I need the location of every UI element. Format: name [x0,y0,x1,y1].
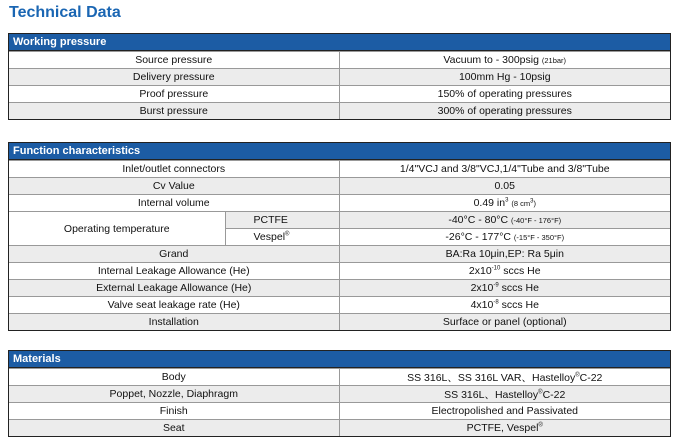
table-row [9,103,670,120]
row-label: Grand [9,246,339,263]
page-title: Technical Data [9,4,121,21]
row-value: $2x10^{-10}$ sccs He [339,263,670,280]
function-characteristics-header: Function characteristics [9,143,670,160]
table-row [9,212,670,229]
row-label: Delivery pressure [9,69,339,86]
row-label: Cv Value [9,178,339,195]
row-label: Proof pressure [9,86,339,103]
table-row [9,178,670,195]
row-value: Surface or panel (optional) [339,314,670,331]
table-row [9,161,670,178]
row-label: Installation [9,314,339,331]
row-value: Vacuum to - 300psig (21bar) [339,52,670,69]
row-value: 1/4"VCJ and 3/8"VCJ,1/4"Tube and 3/8"Tube [339,161,670,178]
row-label: Finish [9,403,339,420]
table-row [9,52,670,69]
table-row [9,246,670,263]
table-row [9,86,670,103]
table-row [9,280,670,297]
row-value: 100mm Hg - 10psig [339,69,670,86]
row-value: SS 316L、Hastelloy®C-22 [339,386,670,403]
row-value: 0.49 $in^3$ (8 $cm^3$) [339,195,670,212]
row-value: BA:Ra 10μin,EP: Ra 5μin [339,246,670,263]
row-label: Poppet, Nozzle, Diaphragm [9,386,339,403]
row-label: Valve seat leakage rate (He) [9,297,339,314]
table-row [9,263,670,280]
row-value: -40°C - 80°C (-40°F - 176°F) [339,212,670,229]
row-value: PCTFE, Vespel® [339,420,670,437]
row-value: $2x10^{-9}$ sccs He [339,280,670,297]
row-label: Operating temperature [9,212,225,246]
row-value: Electropolished and Passivated [339,403,670,420]
row-label: Internal Leakage Allowance (He) [9,263,339,280]
function-characteristics-table [9,160,670,330]
row-value: -26°C - 177°C (-15°F - 350°F) [339,229,670,246]
row-sublabel: PCTFE [225,212,339,229]
table-row [9,297,670,314]
row-value: 0.05 [339,178,670,195]
working-pressure-section [8,33,671,120]
row-label: External Leakage Allowance (He) [9,280,339,297]
working-pressure-header: Working pressure [9,34,670,51]
row-label: Internal volume [9,195,339,212]
table-row [9,403,670,420]
table-row [9,314,670,331]
table-row [9,195,670,212]
row-value: SS 316L、SS 316L VAR、Hastelloy®C-22 [339,369,670,386]
table-row [9,386,670,403]
materials-section [8,350,671,437]
row-label: Inlet/outlet connectors [9,161,339,178]
row-label: Source pressure [9,52,339,69]
table-row [9,369,670,386]
row-sublabel: Vespel® [225,229,339,246]
working-pressure-table [9,51,670,119]
row-label: Body [9,369,339,386]
table-row [9,420,670,437]
materials-table [9,368,670,436]
row-label: Seat [9,420,339,437]
row-label: Burst pressure [9,103,339,120]
table-row [9,69,670,86]
row-value: 300% of operating pressures [339,103,670,120]
row-value: $4x10^{-8}$ sccs He [339,297,670,314]
materials-header: Materials [9,351,670,368]
function-characteristics-section [8,142,671,331]
row-value: 150% of operating pressures [339,86,670,103]
